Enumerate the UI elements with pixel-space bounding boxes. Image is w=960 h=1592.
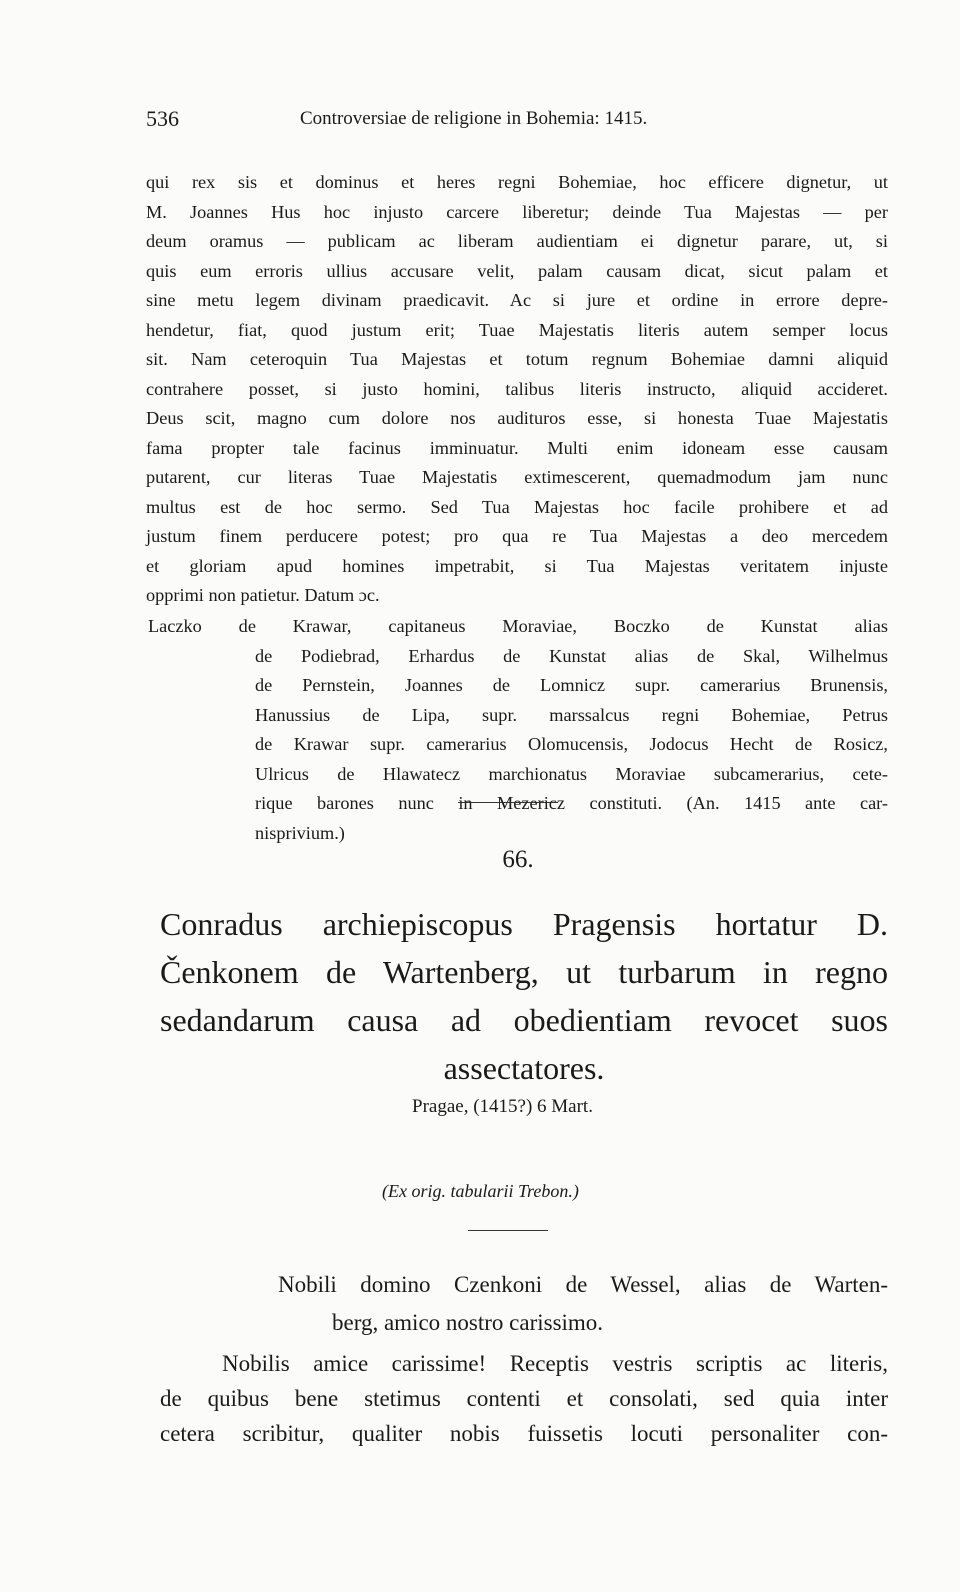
letter-address	[278, 1266, 888, 1342]
body-paragraph	[146, 168, 888, 611]
letter-line: Nobilis amice carissime! Receptis vestris scriptis ac literis,	[222, 1351, 888, 1376]
signatory-line: de Podiebrad, Erhardus de Kunstat alias de Skal, Wilhelmus	[255, 645, 888, 666]
text-line: sit. Nam ceteroquin Tua Majestas et totum regnum Bohemiae damni aliquid	[146, 349, 888, 369]
signatory-line: nisprivium.)	[255, 822, 345, 843]
text-line: deum oramus — publicam ac liberam audientiam ei dignetur parare, ut, si	[146, 231, 888, 251]
text-line: hendetur, fiat, quod justum erit; Tuae Majestatis literis autem semper locus	[146, 319, 888, 340]
letter-line: cetera scribitur, qualiter nobis fuissetis locuti personaliter con-	[160, 1421, 888, 1446]
signatory-line: de Krawar supr. camerarius Olomucensis, Jodocus Hecht de Rosicz,	[255, 734, 888, 754]
letter-body	[160, 1346, 888, 1451]
page-number: 536	[146, 106, 179, 131]
title-line: sedandarum causa ad obedientiam revocet suos	[160, 1002, 888, 1038]
document-number: 66.	[502, 846, 534, 873]
text-line: justum finem perducere potest; pro qua re Tua Majestas a deo mercedem	[146, 526, 888, 546]
source-divider	[468, 1230, 548, 1231]
title-line: Conradus archiepiscopus Pragensis hortatur D.	[160, 906, 888, 942]
signatory-line: Hanussius de Lipa, supr. marssalcus regni Bohemiae, Petrus	[255, 704, 888, 725]
text-line: M. Joannes Hus hoc injusto carcere liberetur; deinde Tua Majestas — per	[146, 201, 888, 222]
text-line: fama propter tale facinus imminuatur. Multi enim idoneam esse causam	[146, 437, 888, 458]
address-line: berg, amico nostro carissimo.	[332, 1310, 604, 1335]
signatories-block	[148, 612, 888, 848]
text-line: multus est de hoc sermo. Sed Tua Majestas hoc facile prohibere et ad	[146, 496, 888, 517]
text-line: Deus scit, magno cum dolore nos audituros esse, si honesta Tuae Majestatis	[146, 408, 888, 428]
title-line: assectatores.	[443, 1050, 605, 1086]
signatory-line: Ulricus de Hlawatecz marchionatus Moraviae subcamerarius, cete-	[255, 763, 888, 784]
signatory-line: Laczko de Krawar, capitaneus Moraviae, Boczko de Kunstat alias	[148, 616, 888, 636]
running-title: Controversiae de religione in Bohemia: 1415.	[300, 108, 648, 129]
document-title	[160, 900, 888, 1092]
text-line: contrahere posset, si justo homini, talibus literis instructo, aliquid accideret.	[146, 378, 888, 399]
text-line: qui rex sis et dominus et heres regni Bohemiae, hoc efficere dignetur, ut	[146, 172, 888, 192]
text-line: opprimi non patietur. Datum ɔc.	[146, 585, 380, 605]
section-divider	[458, 802, 558, 803]
text-line: et gloriam apud homines impetrabit, si Tua Majestas veritatem injuste	[146, 555, 888, 576]
letter-line: de quibus bene stetimus contenti et consolati, sed quia inter	[160, 1386, 888, 1411]
text-line: sine metu legem divinam praedicavit. Ac si jure et ordine in errore depre-	[146, 290, 888, 310]
document-source: (Ex orig. tabularii Trebon.)	[382, 1181, 579, 1201]
text-line: putarent, cur literas Tuae Majestatis extimescerent, quemadmodum jam nunc	[146, 467, 888, 487]
text-line: quis eum erroris ullius accusare velit, palam causam dicat, sicut palam et	[146, 260, 888, 281]
document-date: Pragae, (1415?) 6 Mart.	[412, 1096, 593, 1117]
page-header	[146, 106, 886, 136]
signatory-line: rique barones nunc in Mezericz constituti. (An. 1415 ante car-	[255, 793, 888, 813]
address-line: Nobili domino Czenkoni de Wessel, alias de Warten-	[278, 1272, 888, 1297]
title-line: Čenkonem de Wartenberg, ut turbarum in regno	[160, 954, 888, 990]
signatory-line: de Pernstein, Joannes de Lomnicz supr. camerarius Brunensis,	[255, 675, 888, 695]
